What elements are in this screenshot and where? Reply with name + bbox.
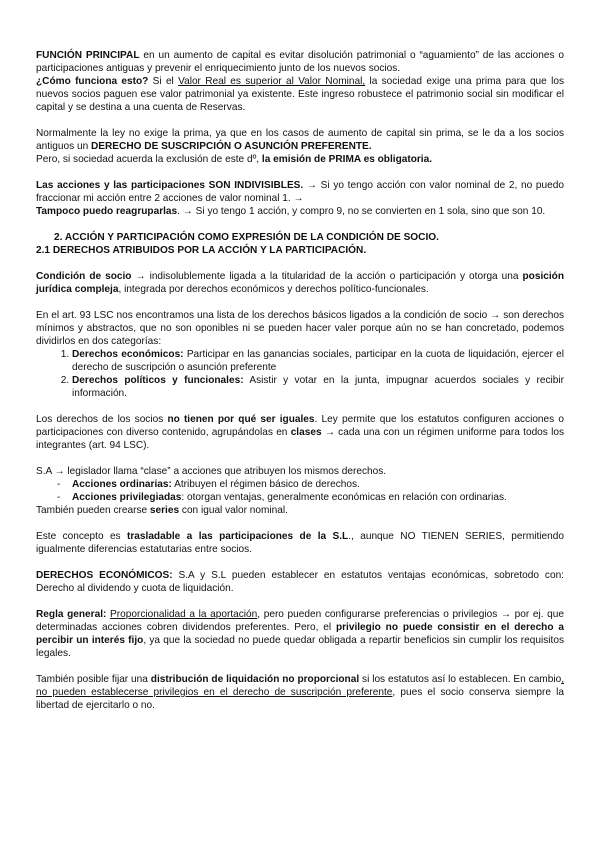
spacer [36,556,564,569]
spacer [36,114,564,127]
paragraph-liquidacion: También posible fijar una distribución de liquidación no proporcional si los estatutos así lo establecen. En cambio, no pueden establecerse privilegios en el derecho de suscripción preferente, pues el socio conserva siempre la libertad de ejercitarlo o no. [36,674,564,711]
paragraph-funcion-principal: FUNCIÓN PRINCIPAL en un aumento de capital es evitar disolución patrimonial o “aguamiento” de las acciones o participaciones antiguas y prevenir el enriquecimiento junto de los nuevos socios. [36,50,564,74]
spacer [36,166,564,179]
spacer [36,257,564,270]
paragraph-prima: Normalmente la ley no exige la prima, ya que en los casos de aumento de capital sin prima, se le da a los socios antiguos un DERECHO DE SUSCRIPCIÓN O ASUNCIÓN PREFERENTE. [36,128,564,152]
spacer [36,517,564,530]
list-item: 2. Derechos políticos y funcionales: Asistir y votar en la junta, impugnar acuerdos sociales y recibir información. [72,374,564,400]
list-item: - Acciones privilegiadas: otorgan ventajas, generalmente económicas en relación con ordinarias. [72,491,564,504]
paragraph-exclusion: Pero, si sociedad acuerda la exclusión de este dº, la emisión de PRIMA es obligatoria. [36,154,433,165]
spacer [36,400,564,413]
paragraph-no-iguales: Los derechos de los socios no tienen por qué ser iguales. Ley permite que los estatutos configuren acciones o participaciones con diverso contenido, agrupándolas en clases → cada una con un régimen uniforme para todos los integrantes (art. 94 LSC). [36,414,565,451]
spacer [36,452,564,465]
document-body [36,49,564,712]
list-item: 1. Derechos económicos: Participar en las ganancias sociales, participar en la cuota de liquidación, ejercer el derecho de suscripción o asunción preferente [72,348,564,374]
spacer [36,218,564,231]
paragraph-clase: S.A → legislador llama “clase” a acciones que atribuyen los mismos derechos. [36,466,387,477]
spacer [36,660,564,673]
paragraph-art-93: En el art. 93 LSC nos encontramos una lista de los derechos básicos ligados a la condición de socio → son derechos mínimos y abstractos, que no son oponibles ni se pueden hacer valer porque aún no se han concretado, podemos dividirlos en dos categorías: [36,310,564,347]
share-types-list [36,478,564,504]
paragraph-reagrupar: Tampoco puedo reagruparlas. → Si yo tengo 1 acción, y compro 9, no se convierten en 1 sola, sino que son 10. [36,206,546,217]
list-item: - Acciones ordinarias: Atribuyen el régimen básico de derechos. [72,478,564,491]
paragraph-como-funciona: ¿Cómo funciona esto? Si el Valor Real es superior al Valor Nominal, la sociedad exige una prima para que los nuevos socios paguen ese valor patrimonial ya existente. Este ingreso robustece el patrimonio social sin modificar el capital y se destina a una cuenta de Reservas. [36,76,564,113]
subsection-heading: 2.1 DERECHOS ATRIBUIDOS POR LA ACCIÓN Y LA PARTICIPACIÓN. [36,245,367,256]
spacer [36,296,564,309]
paragraph-derechos-economicos: DERECHOS ECONÓMICOS: S.A y S.L pueden establecer en estatutos ventajas económicas, sobretodo con: Derecho al dividendo y cuota de liquidación. [36,570,564,594]
paragraph-trasladable: Este concepto es trasladable a las participaciones de la S.L., aunque NO TIENEN SERIES, permitiendo igualmente diferencias estatutarias entre socios. [36,531,564,555]
rights-list [36,348,564,400]
paragraph-regla-general: Regla general: Proporcionalidad a la aportación, pero pueden configurarse preferencias o privilegios → por ej. que determinadas acciones cobren dividendos preferentes. Pero, el privilegio no puede consistir en el derecho a percibir un interés fijo, ya que la sociedad no puede quedar obligada a repartir beneficios sin cumplir los requisitos legales. [36,609,565,659]
section-heading: 2. ACCIÓN Y PARTICIPACIÓN COMO EXPRESIÓN DE LA CONDICIÓN DE SOCIO. [54,232,439,243]
paragraph-condicion-socio: Condición de socio → indisolublemente ligada a la titularidad de la acción o participación y otorga una posición jurídica compleja, integrada por derechos económicos y derechos político-funcionales. [36,271,565,295]
paragraph-series: También pueden crearse series con igual valor nominal. [36,505,288,516]
spacer [36,595,564,608]
paragraph-indivisibles: Las acciones y las participaciones SON INDIVISIBLES. → Si yo tengo acción con valor nominal de 2, no puedo fraccionar mi acción entre 2 acciones de valor nominal 1. → [36,180,564,204]
